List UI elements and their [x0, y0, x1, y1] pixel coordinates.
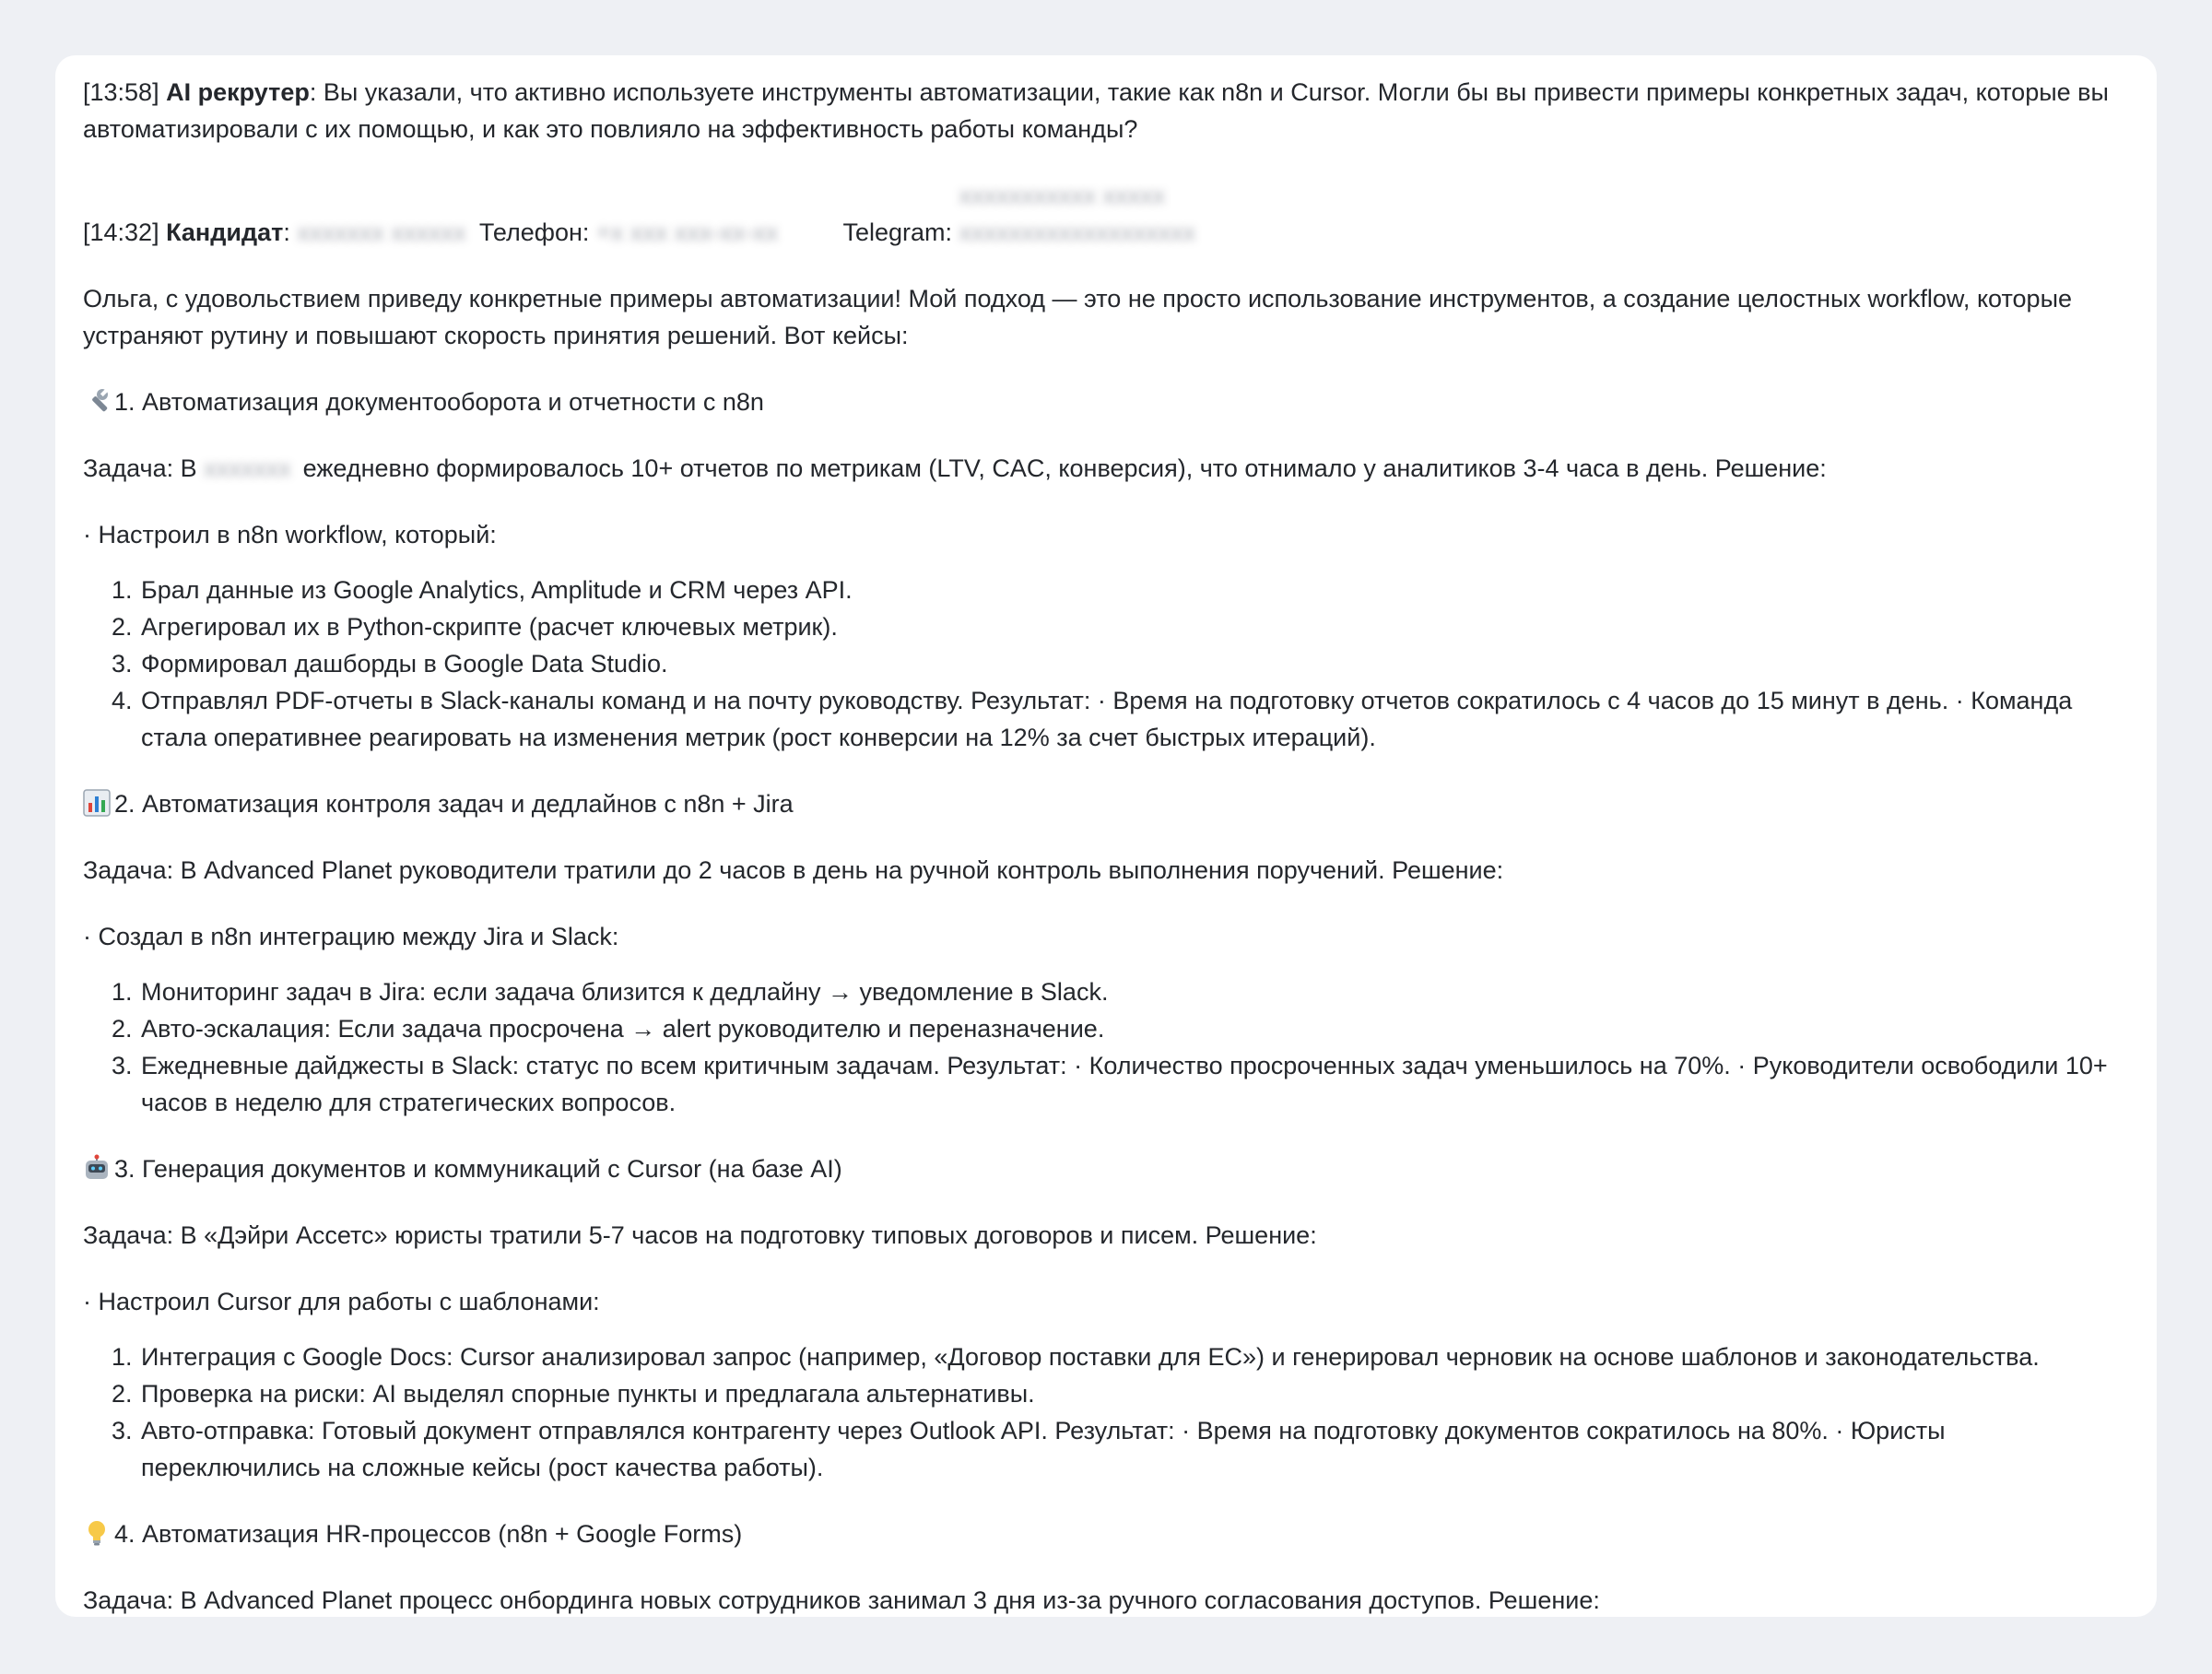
list-item: 3. Формировал дашборды в Google Data Studio.: [139, 645, 2129, 682]
solution-bullet: · Создал в n8n интеграцию между Jira и Slack:: [83, 923, 619, 950]
list-item: 4. Отправлял PDF-отчеты в Slack-каналы команд и на почту руководству. Результат: · Время на подготовку отчетов сократилось с 4 часов до 15 минут в день. · Команда стала оперативнее реагировать на изменения метрик (рост конверсии на 12% за счет быстрых итераций).: [139, 682, 2129, 756]
message-timestamp: [14:32]: [83, 218, 159, 246]
message-author: AI рекрутер: [166, 78, 310, 106]
phone-label: Телефон:: [478, 218, 590, 246]
redacted-phone: +x xxx xxx-xx-xx: [595, 218, 779, 246]
bar-chart-icon: [83, 785, 114, 822]
task-paragraph: Задача: В Advanced Planet процесс онбординга новых сотрудников занимал 3 дня из-за ручного согласования доступов. Решение:: [83, 1586, 1600, 1614]
list-item: 3. Авто-отправка: Готовый документ отправлялся контрагенту через Outlook API. Результат: · Время на подготовку документов сократилось на 80%. · Юристы переключились на сложные кейсы (рост качества работы).: [139, 1412, 2129, 1486]
solution-bullet: · Настроил в n8n workflow, который:: [83, 521, 497, 548]
message-timestamp: [13:58]: [83, 78, 159, 106]
candidate-intro: Ольга, с удовольствием приведу конкретные примеры автоматизации! Мой подход — это не просто использование инструментов, а создание целостных workflow, которые устраняют рутину и повышают скорость принятия решений. Вот кейсы:: [83, 285, 2072, 349]
lightbulb-icon: [83, 1515, 114, 1552]
list-item: 3. Ежедневные дайджесты в Slack: статус по всем критичным задачам. Результат: · Количество просроченных задач уменьшилось на 70%. · Руководители освободили 10+ часов в неделю для стратегических вопросов.: [139, 1047, 2129, 1121]
steps-list: [83, 973, 2129, 1121]
telegram-label: Telegram:: [842, 218, 952, 246]
list-item: 2. Проверка на риски: AI выделял спорные пункты и предлагала альтернативы.: [139, 1375, 2129, 1412]
list-item: 2. Агрегировал их в Python-скрипте (расчет ключевых метрик).: [139, 608, 2129, 645]
wrench-icon: [83, 383, 114, 420]
list-item: 1. Мониторинг задач в Jira: если задача близится к дедлайну → уведомление в Slack.: [139, 973, 2129, 1010]
chat-transcript: [55, 55, 2157, 1617]
list-item: 1. Интеграция с Google Docs: Cursor анализировал запрос (например, «Договор поставки для ЕС») и генерировал черновик на основе шаблонов и законодательства.: [139, 1338, 2129, 1375]
steps-list: [83, 572, 2129, 756]
steps-list: [83, 1338, 2129, 1486]
task-paragraph: Задача: В «Дэйри Ассетс» юристы тратили 5-7 часов на подготовку типовых договоров и писем. Решение:: [83, 1221, 1317, 1249]
message-candidate-header: [14:32] Кандидат: xxxxxxx xxxxxx Телефон: +x xxx xxx-xx-xx Telegram: xxxxxxxxxxx xxxxx xxxxxxxxxxxxxxxxxxx: [83, 177, 2129, 251]
solution-bullet: · Настроил Cursor для работы с шаблонами:: [83, 1288, 600, 1315]
section-heading: 2. Автоматизация контроля задач и дедлайнов с n8n + Jira: [83, 785, 2129, 822]
redacted-contacts: xxxxxxxxxxx xxxxx xxxxxxxxxxxxxxxxxxx: [959, 182, 1195, 246]
redacted-name: xxxxxxx xxxxxx: [297, 218, 466, 246]
task-paragraph: Задача: В xxxxxxx ежедневно формировалось 10+ отчетов по метрикам (LTV, CAC, конверсия), что отнимало у аналитиков 3-4 часа в день. Решение:: [83, 450, 2129, 487]
message-author: Кандидат: [166, 218, 284, 246]
list-item: 2. Авто-эскалация: Если задача просрочена → alert руководителю и переназначение.: [139, 1010, 2129, 1047]
robot-icon: [83, 1150, 114, 1187]
section-heading: 1. Автоматизация документооборота и отчетности с n8n: [83, 383, 2129, 420]
message-text: Вы указали, что активно используете инструменты автоматизации, такие как n8n и Cursor. Могли бы вы привести примеры конкретных задач, которые вы автоматизировали с их помощью, и как это повлияло на эффективность работы команды?: [83, 78, 2109, 143]
list-item: 1. Брал данные из Google Analytics, Amplitude и CRM через API.: [139, 572, 2129, 608]
task-paragraph: Задача: В Advanced Planet руководители тратили до 2 часов в день на ручной контроль выполнения поручений. Решение:: [83, 856, 1504, 884]
section-heading: 4. Автоматизация HR-процессов (n8n + Google Forms): [83, 1515, 2129, 1552]
message-ai-recruiter: [13:58] AI рекрутер: Вы указали, что активно используете инструменты автоматизации, такие как n8n и Cursor. Могли бы вы привести примеры конкретных задач, которые вы автоматизировали с их помощью, и как это повлияло на эффективность работы команды?: [83, 78, 2109, 143]
redacted-company: xxxxxxx: [204, 454, 291, 482]
section-heading: 3. Генерация документов и коммуникаций с Cursor (на базе AI): [83, 1150, 2129, 1187]
